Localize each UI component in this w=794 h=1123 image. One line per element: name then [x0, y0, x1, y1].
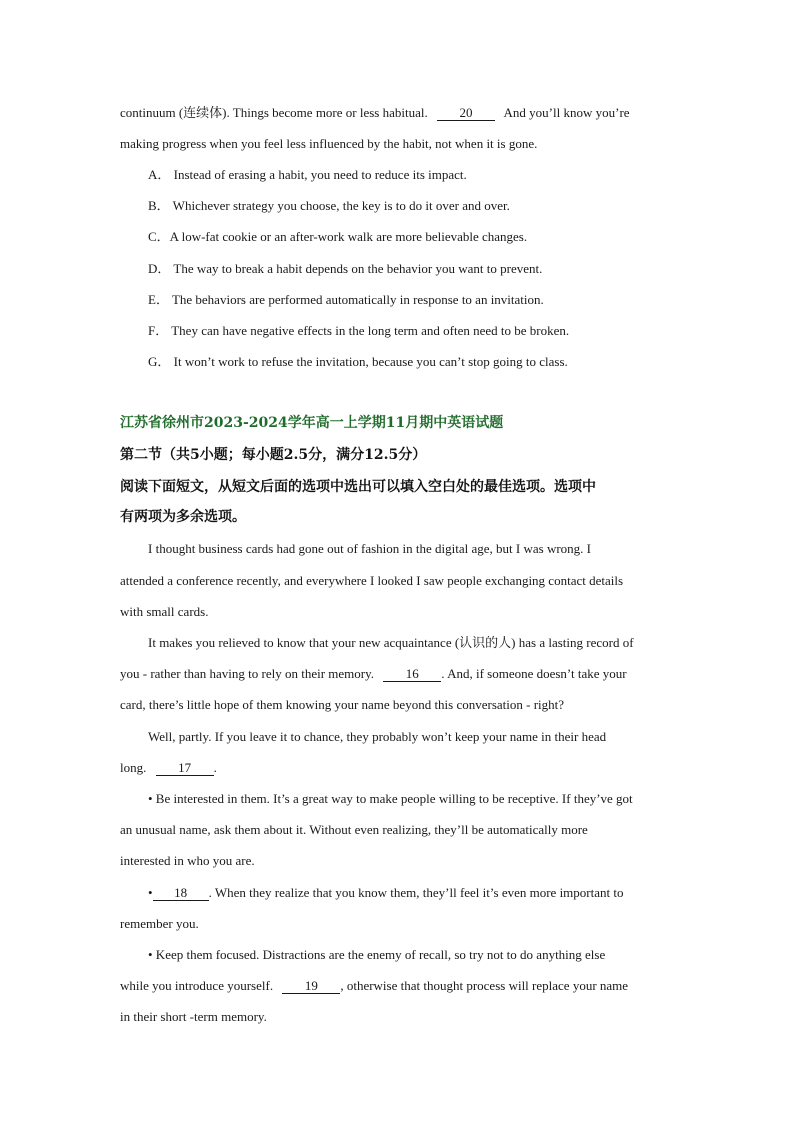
option-f: F． They can have negative effects in the long term and often need to be broken. — [148, 323, 570, 338]
passage-line — [120, 666, 627, 682]
bullet: • — [148, 885, 153, 900]
passage-line: Well, partly. If you leave it to chance, they probably won’t keep your name in their head — [148, 729, 607, 744]
passage-text: . And, if someone doesn’t take your — [441, 666, 627, 681]
passage-line: an unusual name, ask them about it. Without even realizing, they’ll be automatically more — [120, 822, 588, 837]
section-instruction: 有两项为多余选项。 — [120, 509, 246, 525]
passage-text: And you’ll know you’re — [503, 105, 630, 120]
option-d: D． The way to break a habit depends on the behavior you want to prevent. — [148, 261, 543, 276]
passage-text: continuum (连续体). Things become more or less habitual. — [120, 105, 428, 120]
answer-blank-20: 20 — [437, 106, 495, 121]
passage-line: I thought business cards had gone out of fashion in the digital age, but I was wrong. I — [148, 541, 591, 556]
passage-text: you - rather than having to rely on their memory. — [120, 666, 375, 681]
passage-line: It makes you relieved to know that your new acquaintance (认识的人) has a lasting record of — [148, 635, 634, 650]
section-title: 江苏省徐州市2023-2024学年高一上学期11月期中英语试题 — [120, 415, 504, 431]
passage-text: while you introduce yourself. — [120, 978, 274, 993]
answer-blank-19: 19 — [282, 979, 340, 994]
option-g: G． It won’t work to refuse the invitation, because you can’t stop going to class. — [148, 354, 568, 369]
passage-text: long. — [120, 760, 147, 775]
answer-blank-16: 16 — [383, 667, 441, 682]
option-a: A． Instead of erasing a habit, you need to reduce its impact. — [148, 167, 467, 182]
passage-line — [120, 760, 217, 776]
section-instruction: 阅读下面短文，从短文后面的选项中选出可以填入空白处的最佳选项。选项中 — [120, 479, 596, 495]
passage-text: . — [213, 760, 217, 775]
passage-line: in their short -term memory. — [120, 1009, 267, 1024]
passage-text: , otherwise that thought process will replace your name — [340, 978, 629, 993]
section-subtitle: 第二节（共5小题；每小题2.5分，满分12.5分） — [120, 447, 427, 463]
passage-line: with small cards. — [120, 604, 209, 619]
passage-line — [148, 885, 623, 901]
option-c: C．A low-fat cookie or an after-work walk are more believable changes. — [148, 229, 528, 244]
passage-line — [120, 978, 628, 994]
passage-line: card, there’s little hope of them knowing your name beyond this conversation - right? — [120, 697, 565, 712]
passage-line: • Keep them focused. Distractions are the enemy of recall, so try not to do anything else — [148, 947, 606, 962]
passage-text: . When they realize that you know them, they’ll feel it’s even more important to — [208, 885, 624, 900]
passage-line: remember you. — [120, 916, 199, 931]
passage-line — [120, 105, 630, 121]
answer-blank-17: 17 — [156, 761, 214, 776]
option-e: E． The behaviors are performed automatically in response to an invitation. — [148, 292, 544, 307]
passage-line: interested in who you are. — [120, 853, 255, 868]
answer-blank-18: 18 — [153, 886, 209, 901]
passage-line: attended a conference recently, and everywhere I looked I saw people exchanging contact details — [120, 573, 624, 588]
passage-line: making progress when you feel less influenced by the habit, not when it is gone. — [120, 136, 538, 151]
passage-line: • Be interested in them. It’s a great way to make people willing to be receptive. If they’ve got — [148, 791, 633, 806]
option-b: B． Whichever strategy you choose, the key is to do it over and over. — [148, 198, 510, 213]
